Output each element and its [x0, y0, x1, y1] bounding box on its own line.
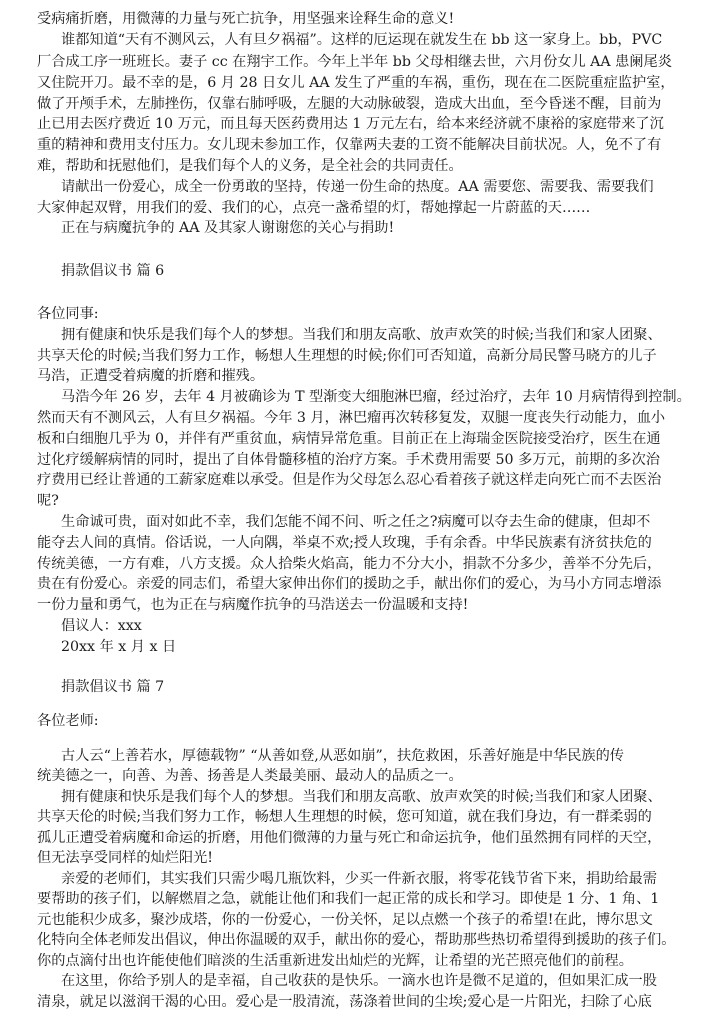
text-line: 但无法享受同样的灿烂阳光! [37, 850, 213, 866]
text-line: 过化疗缓解病情的同时，提出了自体骨髓移植的治疗方案。手术费用需要 50 多万元，前期的多次治 [37, 452, 660, 468]
text-line: 你的点滴付出也许能使他们暗淡的生活重新进发出灿烂的光辉，让希望的光芒照亮他们的前程。 [37, 952, 633, 969]
text-line: 元也能积少成多，聚沙成塔，你的一份爱心，一份关怀，足以点燃一个孩子的希望!在此，博尔思文 [37, 911, 653, 928]
salutation: 各位老师: [37, 713, 99, 729]
text-line: 马浩今年 26 岁，去年 4 月被确诊为 T 型渐变大细胞淋巴瘤，经过治疗，去年 10 月病情得到控制。 [61, 389, 691, 405]
text-line: 受病痛折磨，用微薄的力量与死亡抗争，用坚强来诠释生命的意义! [37, 11, 455, 27]
text-line: 又住院开刀。最不幸的是，6 月 28 日女儿 AA 发生了严重的车祸，重伤，现在在二医院重症监护室， [37, 75, 675, 91]
section-heading: 捐款倡议书 篇 7 [61, 679, 165, 695]
text-line: 重的精神和费用支付压力。女儿现未参加工作，仅靠两夫妻的工资不能解决目前状况。人，免不了有 [37, 137, 662, 153]
text-line: 统美德之一，向善、为善、扬善是人类最美丽、最动人的品质之一。 [37, 768, 463, 784]
text-line: 一份力量和勇气，也为正在与病魔作抗争的马浩送去一份温暖和支持! [37, 597, 469, 613]
text-line: 请献出一份爱心，成全一份勇敢的坚持，传递一份生命的热度。AA 需要您、需要我、需要我们 [61, 179, 654, 195]
text-line: 板和白细胞几乎为 0，并伴有严重贫血，病情异常危重。目前正在上海瑞金医院接受治疗，医生在通 [37, 431, 661, 447]
text-line: 疗费用已经让普通的工薪家庭难以承受。但是作为父母怎么忍心看着孩子就这样走向死亡而不去医治 [37, 472, 662, 488]
text-line: 能夺去人间的真情。俗话说，一人向隅，举桌不欢;授人玫瑰，手有余香。中华民族素有济贫扶危的 [37, 535, 652, 551]
text-line: 贵在有份爱心。亲爱的同志们，希望大家伸出你们的援助之手，献出你们的爱心，为马小方同志增添 [37, 576, 662, 592]
text-line: 止已用去医疗费近 10 万元，而且每天医药费用达 1 万元左右，给本来经济就不康裕的家庭带来了沉 [37, 116, 664, 132]
text-line: 亲爱的老师们，其实我们只需少喝几瓶饮料，少买一件新衣服，将零花钱节省下来，捐助给最需 [61, 870, 657, 887]
text-line: 大家伸起双臂，用我们的爱、我们的心，点亮一盏希望的灯，帮她撑起一片蔚蓝的天…… [37, 200, 591, 216]
text-line: 生命诚可贵，面对如此不幸，我们怎能不闻不问、听之任之?病魔可以夺去生命的健康，但却不 [61, 514, 651, 530]
text-line: 马浩，正遭受着病魔的折磨和摧残。 [37, 368, 265, 384]
text-line: 清泉，就足以滋润干渴的心田。爱心是一股清流，荡涤着世间的尘埃;爱心是一片阳光，扫除了心底 [37, 993, 652, 1010]
text-line: 拥有健康和快乐是我们每个人的梦想。当我们和朋友高歌、放声欢笑的时候;当我们和家人团聚、 [61, 788, 662, 805]
text-line: 然而天有不测风云，人有旦夕祸福。今年 3 月，淋巴瘤再次转移复发，双腿一度丧失行动能力，血小 [37, 410, 666, 426]
text-line: 古人云“上善若水，厚德载物” “从善如登,从恶如崩”，扶危救困，乐善好施是中华民族的传 [61, 747, 624, 764]
text-line: 共享天伦的时候;当我们努力工作，畅想人生理想的时候，您可知道，就在我们身边，有一群柔弱的 [37, 809, 652, 825]
text-line: 难，帮助和抚慰他们，是我们每个人的义务，是全社会的共同责任。 [37, 158, 463, 174]
text-line: 拥有健康和快乐是我们每个人的梦想。当我们和朋友高歌、放声欢笑的时候;当我们和家人团聚、 [61, 327, 662, 343]
text-line: 呢? [37, 493, 59, 509]
text-line: 厂合成工序一班班长。妻子 cc 在翔宇工作。今年上半年 bb 父母相继去世，六月份女儿 AA 患阑尾炎 [37, 54, 672, 70]
text-line: 谁都知道“天有不测风云，人有旦夕祸福”。这样的厄运现在就发生在 bb 这一家身上。bb，PVC [61, 32, 663, 48]
text-line: 化特向全体老师发出倡议，伸出你温暖的双手，献出你的爱心，帮助那些热切希望得到援助的孩子们。 [37, 932, 676, 948]
text-line: 共享天伦的时候;当我们努力工作，畅想人生理想的时候;你们可否知道，高新分局民警马晓方的儿子 [37, 348, 657, 364]
text-line: 做了开颅手术，左肺挫伤，仅靠右肺呼吸，左腿的大动脉破裂，造成大出血，至今昏迷不醒，目前为 [37, 96, 662, 112]
signature-line: 倡议人：xxx [61, 618, 142, 634]
text-line: 在这里，你给予别人的是幸福，自己收获的是快乐。一滴水也许是微不足道的，但如果汇成一股 [61, 973, 657, 989]
text-line: 传统美德，一方有难，八方支援。众人拾柴火焰高，能力不分大小，捐款不分多少，善举不分先后， [37, 556, 662, 572]
text-line: 孤儿正遭受着病魔和命运的折磨，用他们微薄的力量与死亡和命运抗争，他们虽然拥有同样的天空， [37, 829, 662, 846]
text-line: 正在与病魔抗争的 AA 及其家人谢谢您的关心与捐助! [61, 220, 395, 236]
text-line: 要帮助的孩子们，以解燃眉之急，就能让他们和我们一起正常的成长和学习。即使是 1 分、1 角、1 [37, 891, 660, 907]
section-heading: 捐款倡议书 篇 6 [61, 263, 165, 279]
salutation: 各位同事: [37, 306, 99, 322]
date-line: 20xx 年 x 月 x 日 [61, 639, 177, 655]
